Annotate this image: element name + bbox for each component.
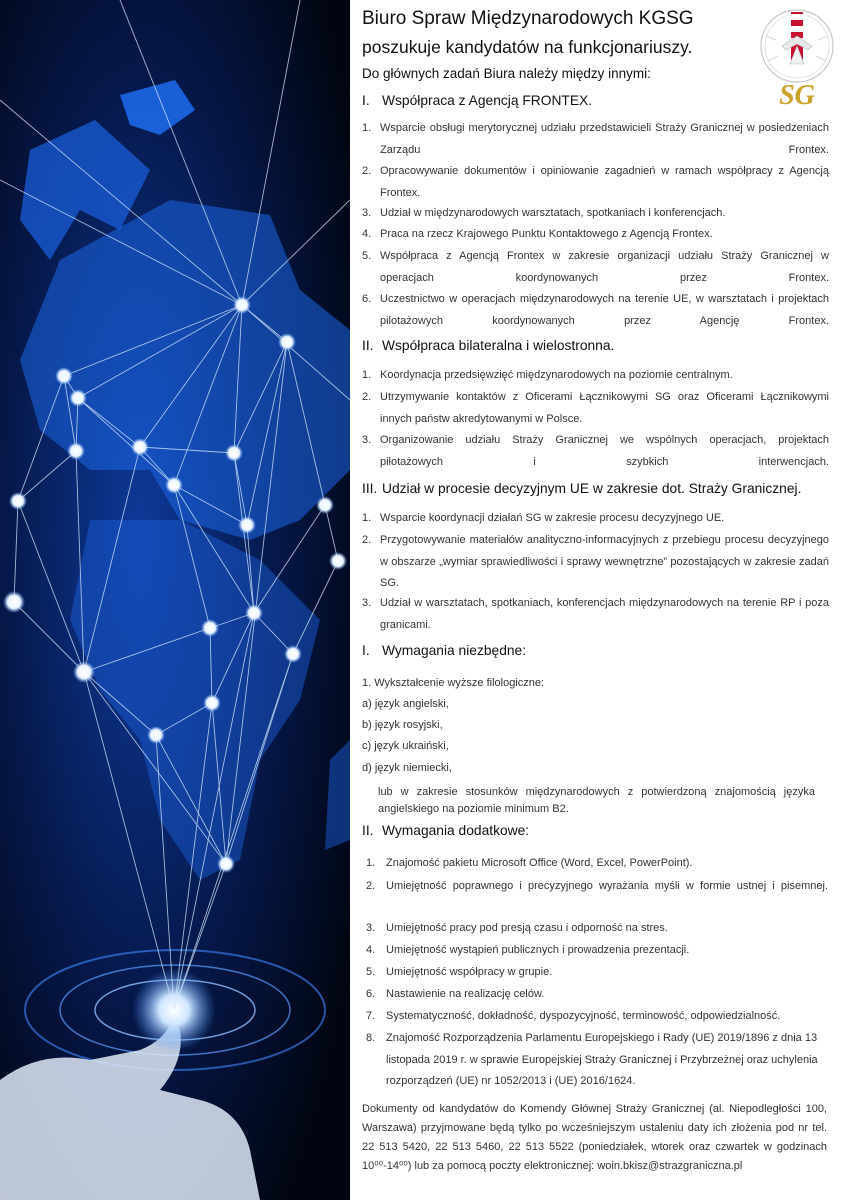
section-title-text: Współpraca z Agencją FRONTEX.	[382, 93, 593, 108]
network-map-illustration	[0, 0, 350, 1200]
office-hours: 10⁰⁰-14⁰⁰	[362, 1160, 408, 1172]
item-number: 1.	[366, 857, 376, 869]
section-number: I.	[362, 93, 370, 108]
item-text: Udział w międzynarodowych warsztatach, spotkaniach i konferencjach.	[380, 207, 726, 219]
item-text: Znajomość pakietu Microsoft Office (Word, Excel, PowerPoint).	[386, 857, 693, 869]
item-text: Wsparcie koordynacji działań SG w zakresie procesu decyzyjnego UE.	[380, 512, 725, 524]
item-text: Koordynacja przedsięwzięć międzynarodowych na poziomie centralnym.	[380, 369, 733, 381]
network-node	[131, 438, 149, 456]
list-item	[362, 365, 829, 387]
item-text: Utrzymywanie kontaktów z Oficerami Łącznikowymi SG oraz Oficerami Łącznikowymi innych państw akredytowanymi w Polsce.	[380, 391, 829, 425]
item-text: Uczestnictwo w operacjach międzynarodowych na terenie UE, w warsztatach i projektach pilotażowych koordynowanych przez Agencję Frontex.	[380, 293, 829, 327]
list-item	[366, 1028, 828, 1093]
list-item	[362, 246, 829, 289]
item-number: 5.	[362, 250, 372, 262]
network-node	[278, 333, 296, 351]
network-node	[73, 661, 95, 683]
item-number: 6.	[366, 988, 376, 1000]
network-node	[284, 645, 302, 663]
item-number: 7.	[366, 1010, 376, 1022]
item-number: 3.	[362, 434, 372, 446]
network-node	[217, 855, 235, 873]
item-number: 2.	[362, 165, 372, 177]
list-item	[362, 289, 829, 332]
item-text: Udział w warsztatach, spotkaniach, konferencjach międzynarodowych na terenie RP i poza granicami.	[380, 597, 829, 631]
footer-text-end: ) lub za pomocą poczty elektronicznej: woin.bkisz@strazgraniczna.pl	[407, 1160, 743, 1172]
item-number: 6.	[362, 293, 372, 305]
item-number: 3.	[362, 207, 372, 219]
item-text: Umiejętność pracy pod presją czasu i odporność na stres.	[386, 922, 668, 934]
list-item	[362, 203, 829, 225]
network-node	[316, 496, 334, 514]
network-node	[69, 389, 87, 407]
item-text: Praca na rzecz Krajowego Punktu Kontaktowego z Agencją Frontex.	[380, 228, 713, 240]
network-node	[245, 604, 263, 622]
list-item	[362, 508, 829, 530]
border-guard-emblem	[756, 6, 838, 110]
network-node	[67, 442, 85, 460]
network-node	[238, 516, 256, 534]
list-item	[366, 940, 828, 962]
item-number: 1.	[362, 512, 372, 524]
item-text: Nastawienie na realizację celów.	[386, 988, 545, 1000]
network-node	[165, 476, 183, 494]
network-node	[329, 552, 347, 570]
language-item: b) język rosyjski,	[362, 719, 443, 731]
section-title-text: Wymagania niezbędne:	[382, 643, 527, 658]
item-number: 2.	[366, 880, 376, 892]
section-additional-title	[362, 823, 529, 838]
item-text: Systematyczność, dokładność, dyspozycyjność, terminowość, odpowiedzialność.	[386, 1010, 781, 1022]
item-number: 3.	[366, 922, 376, 934]
item-number: 2.	[362, 534, 372, 546]
item-number: 5.	[366, 966, 376, 978]
item-number: 4.	[362, 228, 372, 240]
list-item	[362, 593, 829, 636]
network-node	[225, 444, 243, 462]
item-text: Opracowywanie dokumentów i opiniowanie zagadnień w ramach współpracy z Agencją Frontex.	[380, 165, 829, 199]
item-number: 4.	[366, 944, 376, 956]
item-text: Współpraca z Agencją Frontex w zakresie organizacji udziału Straży Granicznej w operacjach koordynowanych przez Frontex.	[380, 250, 829, 284]
list-item	[366, 962, 828, 984]
section-requirements-title	[362, 643, 526, 658]
section-number: I.	[362, 643, 370, 658]
item-number: 2.	[362, 391, 372, 403]
language-item: d) język niemiecki,	[362, 762, 452, 774]
page-title: Biuro Spraw Międzynarodowych KGSG	[362, 8, 694, 29]
item-text: Umiejętność współpracy w grupie.	[386, 966, 553, 978]
section-frontex-title	[362, 93, 592, 108]
list-item	[362, 387, 829, 430]
list-item	[362, 430, 829, 473]
section-number: II.	[362, 338, 374, 353]
item-text: Przygotowywanie materiałów analityczno-informacyjnych z przebiegu procesu decyzyjnego w obszarze „wymiar sprawiedliwości i sprawy wewnętrzne” pozostających w zakresie zadań SG.	[380, 534, 829, 589]
item-number: 3.	[362, 597, 372, 609]
list-item	[362, 530, 829, 595]
section-number: III.	[362, 481, 378, 496]
intro-text: Do głównych zadań Biura należy między innymi:	[362, 66, 651, 81]
item-number: 8.	[366, 1032, 376, 1044]
footer-text-start: Dokumenty od kandydatów do Komendy Głównej Straży Granicznej (al. Niepodległości 100, Warszawa) przyjmowane będą tylko po wcześniejszym ustaleniu daty ich złożenia pod nr tel. 22 513 5420, 22 513 5460, 22 513 5522 (poniedziałek, wtorek oraz czwartek w godzinach	[362, 1103, 827, 1153]
network-node	[201, 619, 219, 637]
network-map-svg	[0, 0, 350, 1200]
section-title-text: Udział w procesie decyzyjnym UE w zakresie dot. Straży Granicznej.	[382, 481, 802, 496]
list-item	[366, 918, 828, 940]
list-item	[366, 1006, 828, 1028]
list-item	[366, 984, 828, 1006]
item-number: 1.	[362, 122, 372, 134]
network-node	[55, 367, 73, 385]
application-instructions	[362, 1100, 827, 1176]
network-node	[203, 694, 221, 712]
section-number: II.	[362, 823, 374, 838]
list-item	[362, 161, 829, 204]
section-title-text: Współpraca bilateralna i wielostronna.	[382, 338, 615, 353]
page-subtitle: poszukuje kandydatów na funkcjonariuszy.	[362, 37, 693, 57]
language-item: a) język angielski,	[362, 698, 449, 710]
item-number: 1.	[362, 369, 372, 381]
emblem-letters: SG	[779, 80, 815, 110]
item-text: Znajomość Rozporządzenia Parlamentu Europejskiego i Rady (UE) 2019/1896 z dnia 13 listopada 2019 r. w sprawie Europejskiej Straży Granicznej i Przybrzeżnej oraz uchylenia rozporządzeń (UE) nr 1052/2013 i (UE) 2016/1624.	[386, 1032, 818, 1087]
education-requirement: 1. Wykształcenie wyższe filologiczne:	[362, 677, 545, 689]
item-text: Organizowanie udziału Straży Granicznej we wspólnych operacjach, projektach pilotażowych i szybkich interwencjach.	[380, 434, 829, 468]
content-panel	[350, 0, 850, 1200]
language-item: c) język ukraiński,	[362, 740, 449, 752]
section-title-text: Wymagania dodatkowe:	[382, 823, 530, 838]
item-text: Umiejętność wystąpień publicznych i prowadzenia prezentacji.	[386, 944, 690, 956]
list-item	[362, 224, 829, 246]
network-node	[9, 492, 27, 510]
section-eu-decision-title	[362, 481, 801, 496]
list-item	[366, 853, 828, 875]
network-node	[147, 726, 165, 744]
list-item	[362, 118, 829, 161]
section-bilateral-title	[362, 338, 614, 353]
alternative-requirement: lub w zakresie stosunków międzynarodowych z potwierdzoną znajomością języka angielskiego na poziomie minimum B2.	[378, 786, 815, 815]
list-item	[366, 876, 828, 898]
network-node	[233, 296, 251, 314]
item-text: Wsparcie obsługi merytorycznej udziału przedstawicieli Straży Granicznej w posiedzeniach Zarządu Frontex.	[380, 122, 829, 156]
network-node	[3, 591, 25, 613]
item-text: Umiejętność poprawnego i precyzyjnego wyrażania myśli w formie ustnej i pisemnej.	[386, 880, 828, 892]
